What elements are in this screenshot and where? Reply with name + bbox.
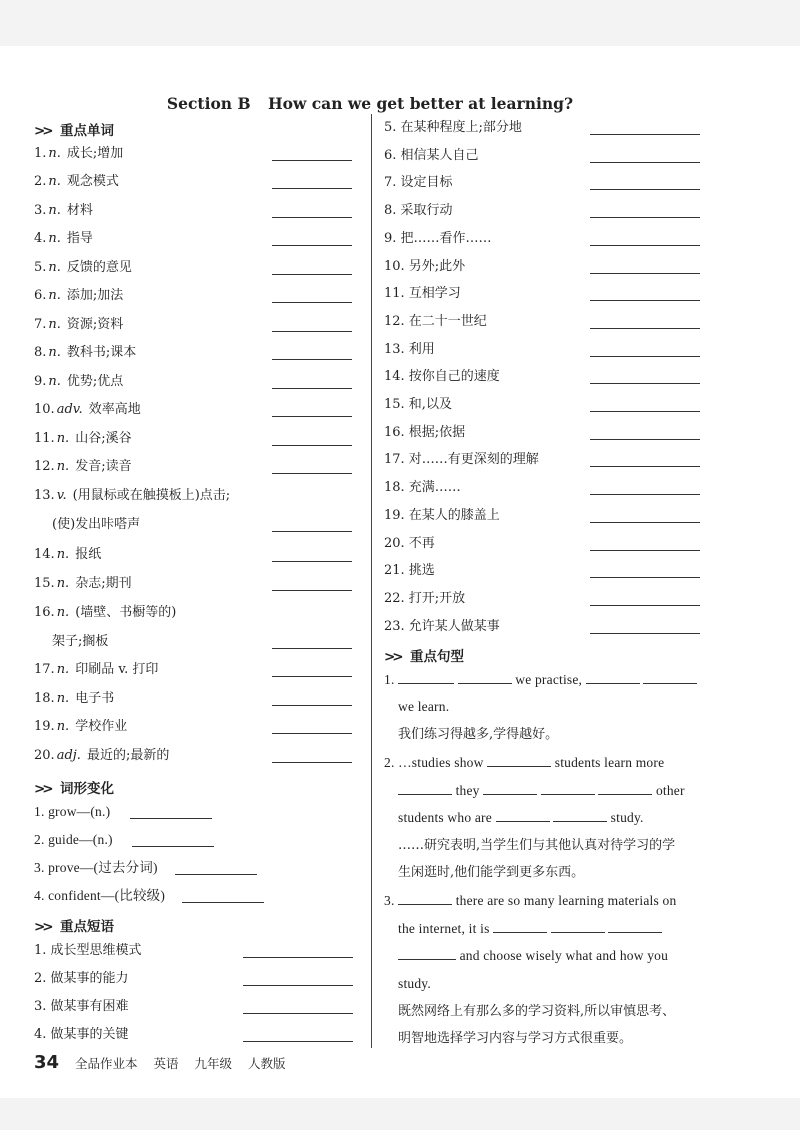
- phrase-item: 23. 允许某人做某事: [384, 618, 500, 634]
- part-of-speech: n.: [48, 231, 61, 246]
- double-chevron-icon: >>: [384, 649, 401, 665]
- part-of-speech: n.: [48, 345, 61, 360]
- item-number: 12.: [34, 459, 55, 474]
- answer-blank[interactable]: [590, 466, 700, 467]
- part-of-speech: adv.: [56, 402, 83, 417]
- section-question: How can we get better at learning?: [267, 94, 574, 113]
- answer-blank[interactable]: [272, 445, 352, 446]
- item-number: 18.: [34, 691, 55, 706]
- word-meaning: 资源;资料: [66, 317, 124, 332]
- part-of-speech: n.: [56, 719, 70, 734]
- sentence-3-translation-1: 既然网络上有那么多的学习资料,所以审慎思考、: [398, 1004, 676, 1019]
- bottom-margin-band: [0, 1098, 800, 1130]
- form-item-3: 3. prove—(过去分词): [34, 860, 158, 875]
- sentence-2-line-2: they other: [398, 781, 685, 801]
- item-number: 19.: [34, 719, 55, 734]
- word-item: [34, 717, 127, 737]
- word-meaning: 材料: [66, 203, 93, 218]
- double-chevron-icon: >>: [34, 123, 51, 139]
- phrase-item: 18. 充满……: [384, 480, 461, 496]
- answer-blank[interactable]: [182, 902, 264, 903]
- word-item: [34, 457, 132, 477]
- word-meaning: (用鼠标或在触摸板上)点击;: [72, 488, 231, 503]
- item-number: 7.: [34, 317, 47, 332]
- answer-blank[interactable]: [243, 957, 353, 958]
- answer-blank[interactable]: [590, 134, 700, 135]
- phrase-item: 17. 对……有更深刻的理解: [384, 452, 539, 468]
- section-heading-phrases: >> 重点短语: [34, 919, 114, 935]
- word-item: [34, 286, 123, 306]
- part-of-speech: n.: [48, 203, 61, 218]
- answer-blank[interactable]: [243, 1041, 353, 1042]
- part-of-speech: n.: [48, 374, 61, 389]
- section-heading-forms: >> 词形变化: [34, 781, 114, 797]
- word-meaning: 反馈的意见: [66, 260, 132, 275]
- answer-blank[interactable]: [272, 302, 352, 303]
- answer-blank[interactable]: [590, 439, 700, 440]
- answer-blank[interactable]: [590, 633, 700, 634]
- word-item: [34, 343, 136, 363]
- part-of-speech: n.: [56, 576, 70, 591]
- answer-blank[interactable]: [493, 920, 547, 933]
- phrase-item-1: 1. 成长型思维模式: [34, 943, 142, 958]
- answer-blank[interactable]: [398, 782, 452, 795]
- word-item: [52, 632, 108, 652]
- answer-blank[interactable]: [243, 1013, 353, 1014]
- answer-blank[interactable]: [553, 809, 607, 822]
- answer-blank[interactable]: [272, 331, 352, 332]
- part-of-speech: n.: [48, 288, 61, 303]
- answer-blank[interactable]: [586, 671, 640, 684]
- word-item: [34, 486, 230, 506]
- answer-blank[interactable]: [272, 245, 352, 246]
- section-heading-sentences: >> 重点句型: [384, 649, 464, 665]
- phrase-item: 9. 把……看作……: [384, 230, 492, 246]
- answer-blank[interactable]: [590, 494, 700, 495]
- word-meaning: 电子书: [75, 691, 115, 706]
- answer-blank[interactable]: [272, 762, 352, 763]
- item-number: 8.: [34, 345, 47, 360]
- answer-blank[interactable]: [496, 809, 550, 822]
- form-item-1: 1. grow—(n.): [34, 804, 111, 819]
- double-chevron-icon: >>: [34, 919, 51, 935]
- part-of-speech: adj.: [56, 748, 81, 763]
- word-meaning: 发音;读音: [75, 459, 132, 474]
- word-item: [34, 746, 169, 766]
- grade: 九年级: [194, 1056, 233, 1071]
- phrase-item-3: 3. 做某事有困难: [34, 999, 129, 1014]
- item-number: 14.: [34, 547, 55, 562]
- word-item: [34, 400, 141, 420]
- answer-blank[interactable]: [590, 356, 700, 357]
- sentence-2-line-3: students who are study.: [398, 810, 644, 825]
- item-number: 15.: [34, 576, 55, 591]
- answer-blank[interactable]: [590, 522, 700, 523]
- answer-blank[interactable]: [551, 920, 605, 933]
- item-number: 3.: [34, 203, 47, 218]
- top-margin-band: [0, 0, 800, 46]
- word-item: [34, 429, 132, 449]
- word-item: [52, 515, 140, 535]
- column-divider: [371, 114, 372, 1048]
- sentence-3-line-2: the internet, it is: [398, 919, 662, 939]
- word-meaning: 山谷;溪谷: [75, 431, 132, 446]
- answer-blank[interactable]: [590, 383, 700, 384]
- section-heading-words: >> 重点单词: [34, 123, 114, 139]
- answer-blank[interactable]: [272, 705, 352, 706]
- word-meaning: 添加;加法: [66, 288, 124, 303]
- answer-blank[interactable]: [272, 561, 352, 562]
- word-meaning: 成长;增加: [66, 146, 124, 161]
- answer-blank[interactable]: [590, 328, 700, 329]
- answer-blank[interactable]: [398, 892, 452, 905]
- word-item: [34, 172, 119, 192]
- sentence-1-line-2: we learn.: [398, 699, 450, 714]
- word-meaning: 报纸: [75, 547, 102, 562]
- answer-blank[interactable]: [272, 473, 352, 474]
- answer-blank[interactable]: [272, 590, 352, 591]
- answer-blank[interactable]: [272, 359, 352, 360]
- answer-blank[interactable]: [590, 605, 700, 606]
- phrase-item: 11. 互相学习: [384, 286, 461, 302]
- word-item: [34, 603, 176, 623]
- phrase-item: 5. 在某种程度上;部分地: [384, 120, 522, 135]
- word-meaning: (墙壁、书橱等的): [75, 605, 177, 620]
- answer-blank[interactable]: [590, 189, 700, 190]
- item-number: 2.: [34, 174, 47, 189]
- answer-blank[interactable]: [243, 985, 353, 986]
- answer-blank[interactable]: [132, 846, 214, 847]
- answer-blank[interactable]: [272, 531, 352, 532]
- item-number: 9.: [34, 374, 47, 389]
- item-number: 4.: [34, 231, 47, 246]
- word-meaning: 学校作业: [75, 719, 128, 734]
- phrase-item: 14. 按你自己的速度: [384, 369, 500, 385]
- phrase-item: 7. 设定目标: [384, 175, 453, 191]
- part-of-speech: n.: [48, 317, 61, 332]
- phrase-item: 21. 挑选: [384, 563, 435, 579]
- part-of-speech: n.: [56, 431, 70, 446]
- answer-blank[interactable]: [590, 300, 700, 301]
- word-item: [34, 258, 132, 278]
- part-of-speech: v.: [56, 488, 67, 503]
- answer-blank[interactable]: [598, 782, 652, 795]
- answer-blank[interactable]: [272, 416, 352, 417]
- word-item: [34, 201, 93, 221]
- part-of-speech: n.: [56, 605, 70, 620]
- answer-blank[interactable]: [590, 577, 700, 578]
- word-item: [34, 689, 114, 709]
- word-item: [34, 574, 132, 594]
- answer-blank[interactable]: [272, 188, 352, 189]
- form-item-4: 4. confident—(比较级): [34, 888, 166, 903]
- answer-blank[interactable]: [398, 671, 454, 684]
- sentence-1-line-1: 1. we practise,: [384, 670, 697, 690]
- word-item: [34, 315, 123, 335]
- double-chevron-icon: >>: [34, 781, 51, 797]
- phrase-item: 19. 在某人的膝盖上: [384, 507, 500, 523]
- answer-blank[interactable]: [590, 550, 700, 551]
- book-name: 全品作业本: [75, 1056, 138, 1071]
- subject: 英语: [153, 1056, 179, 1071]
- word-meaning: 指导: [66, 231, 93, 246]
- answer-blank[interactable]: [130, 818, 212, 819]
- part-of-speech: n.: [56, 459, 70, 474]
- item-number: 17.: [34, 662, 55, 677]
- answer-blank[interactable]: [590, 411, 700, 412]
- answer-blank[interactable]: [590, 217, 700, 218]
- word-meaning: 架子;搁板: [52, 634, 109, 649]
- word-item: [34, 229, 93, 249]
- answer-blank[interactable]: [541, 782, 595, 795]
- edition: 人教版: [248, 1056, 286, 1071]
- phrase-item-2: 2. 做某事的能力: [34, 971, 129, 986]
- sentence-3-line-3: and choose wisely what and how you: [398, 946, 668, 966]
- answer-blank[interactable]: [590, 273, 700, 274]
- page-footer: [34, 1052, 298, 1073]
- answer-blank[interactable]: [590, 162, 700, 163]
- answer-blank[interactable]: [272, 733, 352, 734]
- part-of-speech: n.: [48, 174, 61, 189]
- phrase-item: 12. 在二十一世纪: [384, 313, 487, 329]
- phrase-item: 6. 相信某人自己: [384, 147, 479, 163]
- item-number: 11.: [34, 431, 55, 446]
- word-meaning: 最近的;最新的: [86, 748, 170, 763]
- word-meaning: 印刷品 v. 打印: [75, 662, 159, 677]
- item-number: 1.: [34, 146, 47, 161]
- word-item: [34, 144, 123, 164]
- form-item-2: 2. guide—(n.): [34, 832, 113, 847]
- phrase-item: 15. 和,以及: [384, 397, 452, 412]
- word-meaning: 优势;优点: [66, 374, 124, 389]
- answer-blank[interactable]: [398, 947, 456, 960]
- word-meaning: 观念模式: [66, 174, 119, 189]
- answer-blank[interactable]: [272, 388, 352, 389]
- item-number: 6.: [34, 288, 47, 303]
- word-meaning: 杂志;期刊: [75, 576, 132, 591]
- answer-blank[interactable]: [608, 920, 662, 933]
- sentence-2-translation-1: ……研究表明,当学生们与其他认真对待学习的学: [398, 838, 676, 853]
- sentence-2-translation-2: 生闲逛时,他们能学到更多东西。: [398, 865, 585, 880]
- part-of-speech: n.: [56, 547, 70, 562]
- item-number: 20.: [34, 748, 55, 763]
- answer-blank[interactable]: [487, 754, 551, 767]
- item-number: 5.: [34, 260, 47, 275]
- sentence-2-line-1: 2. …studies show students learn more: [384, 755, 665, 770]
- word-meaning: 教科书;课本: [66, 345, 137, 360]
- answer-blank[interactable]: [458, 671, 512, 684]
- phrase-item: 13. 利用: [384, 341, 435, 357]
- word-item: [34, 545, 101, 565]
- page-title: [0, 94, 740, 113]
- page-number: 34: [34, 1052, 60, 1073]
- answer-blank[interactable]: [175, 874, 257, 875]
- section-label: Section B: [166, 94, 251, 113]
- answer-blank[interactable]: [643, 671, 697, 684]
- word-item: [34, 660, 158, 680]
- sentence-1-translation: 我们练习得越多,学得越好。: [398, 727, 559, 742]
- sentence-3-line-1: 3. there are so many learning materials on: [384, 893, 677, 908]
- sentence-3-translation-2: 明智地选择学习内容与学习方式很重要。: [398, 1031, 633, 1046]
- phrase-item: 22. 打开;开放: [384, 590, 466, 606]
- answer-blank[interactable]: [272, 648, 352, 649]
- part-of-speech: n.: [48, 260, 61, 275]
- item-number: 10.: [34, 402, 55, 417]
- phrase-item: 10. 另外;此外: [384, 258, 466, 274]
- part-of-speech: n.: [56, 691, 70, 706]
- word-item: [34, 372, 123, 392]
- item-number: 16.: [34, 605, 55, 620]
- answer-blank[interactable]: [483, 782, 537, 795]
- answer-blank[interactable]: [272, 217, 352, 218]
- item-number: 13.: [34, 488, 55, 503]
- answer-blank[interactable]: [272, 274, 352, 275]
- phrase-item: 8. 采取行动: [384, 203, 453, 219]
- word-meaning: (使)发出咔嗒声: [52, 517, 141, 532]
- phrase-item-4: 4. 做某事的关键: [34, 1027, 129, 1042]
- phrase-item: 16. 根据;依据: [384, 424, 466, 440]
- answer-blank[interactable]: [272, 676, 352, 677]
- answer-blank[interactable]: [272, 160, 352, 161]
- part-of-speech: n.: [56, 662, 70, 677]
- word-meaning: 效率高地: [88, 402, 141, 417]
- part-of-speech: n.: [48, 146, 61, 161]
- sentence-3-line-4: study.: [398, 976, 431, 991]
- phrase-item: 20. 不再: [384, 535, 435, 551]
- answer-blank[interactable]: [590, 245, 700, 246]
